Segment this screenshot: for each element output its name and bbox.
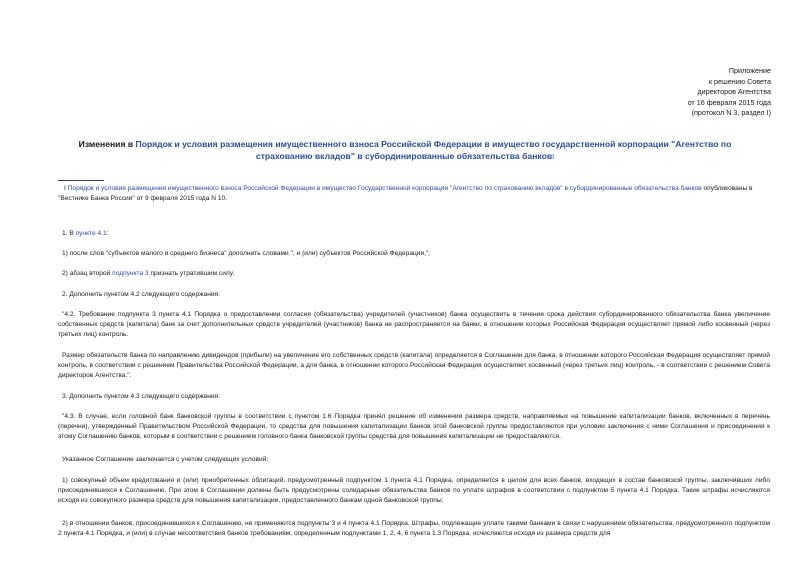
appendix-line: Приложение xyxy=(728,66,771,75)
paragraph-10: 1) совокупный объем кредитования и (или) приобретенных облигаций, предусмотренный подпунктом 1 пункта 4.1 Порядка, определяется в целом для всех банков, входящих в состав банковской группы, заключивших либо присоединившихся к Соглашению. При этом в Соглашении должны быть предусмотрены солидарные обязательства банков по уплате штрафов в соответствии с подпунктом 5 пункта 4.1 Порядка. Такие штрафы исчисляются исходя из совокупного размера средств для повышения капитализации, предоставленного банкам одной банковской группы; xyxy=(58,477,770,505)
paragraph-2: 1) после слов "субъектов малого и среднего бизнеса" дополнить словами ", и (или) субъектов Российской Федерации,"; xyxy=(62,250,431,257)
footnote-rest: опубликованы в "Вестнике Банка России" от 9 февраля 2015 года N 10. xyxy=(58,185,753,202)
paragraph-6: Размер обязательств банка по направлению дивидендов (прибыли) на увеличение его собственных средств (капитала) определяется в Соглашении для банка, в отношении которого Российская Федерация осуществляет прямой контроль, в соответствии с решением Правительства Российской Федерации, а для банка, в отношении которого Российская Федерация осуществляет косвенный (через третьих лиц) контроль, - в соответствии с решением Совета директоров Агентства.". xyxy=(58,352,770,380)
appendix-line: от 16 февраля 2015 года xyxy=(687,97,771,107)
title-footnote-marker[interactable]: I xyxy=(552,153,555,161)
subpoint-3-link[interactable]: подпункта 3 xyxy=(112,270,149,277)
point-4-1-link[interactable]: пункте 4.1 xyxy=(75,230,107,237)
paragraph-text: 2) абзац второй xyxy=(62,270,113,277)
paragraph-7: 3. Дополнить пунктом 4.3 следующего содержания: xyxy=(62,393,220,400)
paragraph-9: Указанное Соглашение заключается с учетом следующих условий: xyxy=(62,456,269,463)
paragraph-text: признать утратившим силу. xyxy=(148,270,235,277)
paragraph-8: "4.3. В случае, если головной банк банковской группы в соответствии с пунктом 1.6 Порядка принял решение об изменении размера средств, направляемых на повышение капитализации банков, включенных в перечень (перечни), утвержденный Правительством Российской Федерации, то средства для повышения капитализации банков этой банковской группы предоставляются при условии заключения с ними Соглашения и присоединения к этому Соглашению банков, которым в соответствии с решением головного банка банковской группы средства для повышения капитализации не предоставляются. xyxy=(58,413,770,441)
appendix-header xyxy=(688,66,771,119)
footnote xyxy=(58,184,770,204)
paragraph-text: : xyxy=(106,230,109,237)
paragraph-4: 2. Дополнить пунктом 4.2 следующего содержания: xyxy=(62,291,220,298)
title-prefix: Изменения в xyxy=(78,139,136,149)
paragraph-1 xyxy=(58,229,770,239)
footnote-link[interactable]: Порядок и условия размещения имущественного взноса Российской Федерации в имущество Государственной корпорации "Агентство по страхованию вкладов" в субординированные обязательства банков xyxy=(67,185,702,192)
paragraph-5: "4.2. Требование подпункта 3 пункта 4.1 Порядка о предоставлении согласия (обязательства) учредителей (участников) банка осуществить в течение срока действия субординированного обязательства банка увеличение собственных средств (капитала) банк за счет дополнительных средств учредителей (участников) банка не распространяется на банки, в отношении которых Российская Федерация осуществляет прямой либо косвенный (через третьих лиц) контроль. xyxy=(58,311,770,339)
title-link[interactable]: Порядок и условия размещения имущественного взноса Российской Федерации в имущество государственной корпорации "Агентство по страхованию вкладов" в субординированные обязательства банков xyxy=(135,139,732,161)
appendix-line: к решению Совета xyxy=(708,76,771,86)
appendix-line: (протокол N 3, раздел I) xyxy=(691,108,771,117)
footnote-separator xyxy=(58,180,104,181)
footnote-marker: I xyxy=(64,185,66,192)
appendix-line: директоров Агентства xyxy=(697,87,771,96)
paragraph-3 xyxy=(58,269,770,279)
document-title xyxy=(55,139,755,163)
paragraph-11: 2) в отношении банков, присоединившихся к Соглашению, не применяются подпункты 3 и 4 пункта 4.1 Порядка. Штрафы, подлежащие уплате такими банками в связи с нарушением обязательства, предусмотренного подпунктом 2 пункта 4.1 Порядка, и (или) в случае несоответствия банков требованиям, определенным подпунктами 1, 2, 4, 6 пункта 1.3 Порядка, исчисляются исходя из размера средств для xyxy=(58,520,770,538)
paragraph-text: 1. В xyxy=(62,230,76,237)
